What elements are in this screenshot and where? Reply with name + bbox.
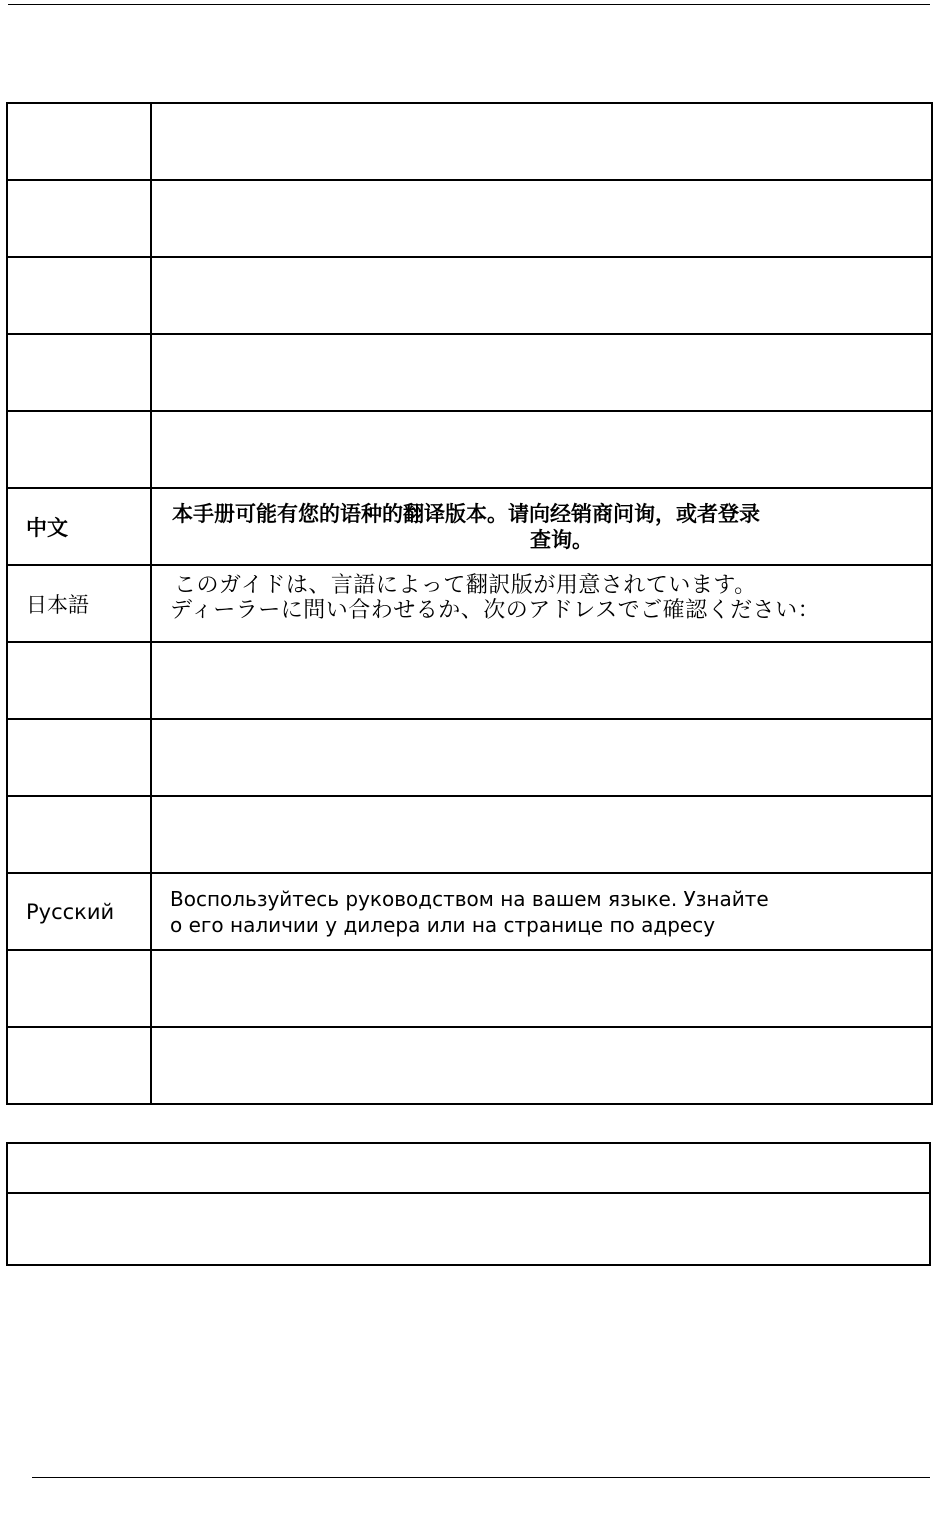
note-line-1: Воспользуйтесь руководством на вашем языке. Узнайте — [170, 886, 769, 911]
note-line-1: このガイドは、言語によって翻訳版が用意されています。 — [174, 572, 757, 598]
table-row — [7, 950, 932, 1027]
translation-note — [151, 334, 932, 411]
table-row-russian — [7, 873, 932, 950]
note-line-2: ディーラーに問い合わせるか、次のアドレスでご確認ください： — [170, 597, 821, 623]
note-line-1: 本手册可能有您的语种的翻译版本。请向经销商问询，或者登录 — [172, 501, 760, 526]
translation-note — [151, 411, 932, 488]
table-row-chinese — [7, 488, 932, 565]
translation-note — [151, 565, 932, 642]
top-rule — [8, 4, 930, 5]
language-name — [7, 334, 151, 411]
table-row — [7, 257, 932, 334]
info-box — [6, 1142, 931, 1266]
language-name — [7, 1027, 151, 1104]
language-name — [7, 257, 151, 334]
table-row-japanese — [7, 565, 932, 642]
language-name — [7, 950, 151, 1027]
table-row — [7, 719, 932, 796]
translation-note — [151, 950, 932, 1027]
table-row — [7, 796, 932, 873]
language-name — [7, 719, 151, 796]
translation-note — [151, 488, 932, 565]
translation-note — [151, 719, 932, 796]
language-name — [7, 103, 151, 180]
note-line-2: о его наличии у дилера или на странице по адресу — [170, 912, 716, 937]
language-name — [7, 411, 151, 488]
table-row — [7, 642, 932, 719]
translation-note — [151, 796, 932, 873]
translation-note — [151, 642, 932, 719]
translation-note — [151, 257, 932, 334]
table-row — [7, 103, 932, 180]
language-name: 日本語 — [7, 565, 151, 642]
language-name: Русский — [7, 873, 151, 950]
translation-note — [151, 873, 932, 950]
info-box-divider — [8, 1192, 929, 1194]
translation-note — [151, 180, 932, 257]
table-row — [7, 334, 932, 411]
translation-note — [151, 1027, 932, 1104]
bottom-rule — [32, 1477, 930, 1478]
translation-note — [151, 103, 932, 180]
table-row — [7, 1027, 932, 1104]
language-name — [7, 796, 151, 873]
table-row — [7, 180, 932, 257]
language-name: 中文 — [7, 488, 151, 565]
translations-table — [6, 102, 933, 1105]
language-name — [7, 180, 151, 257]
language-name — [7, 642, 151, 719]
note-line-2: 查询。 — [530, 527, 593, 552]
table-row — [7, 411, 932, 488]
